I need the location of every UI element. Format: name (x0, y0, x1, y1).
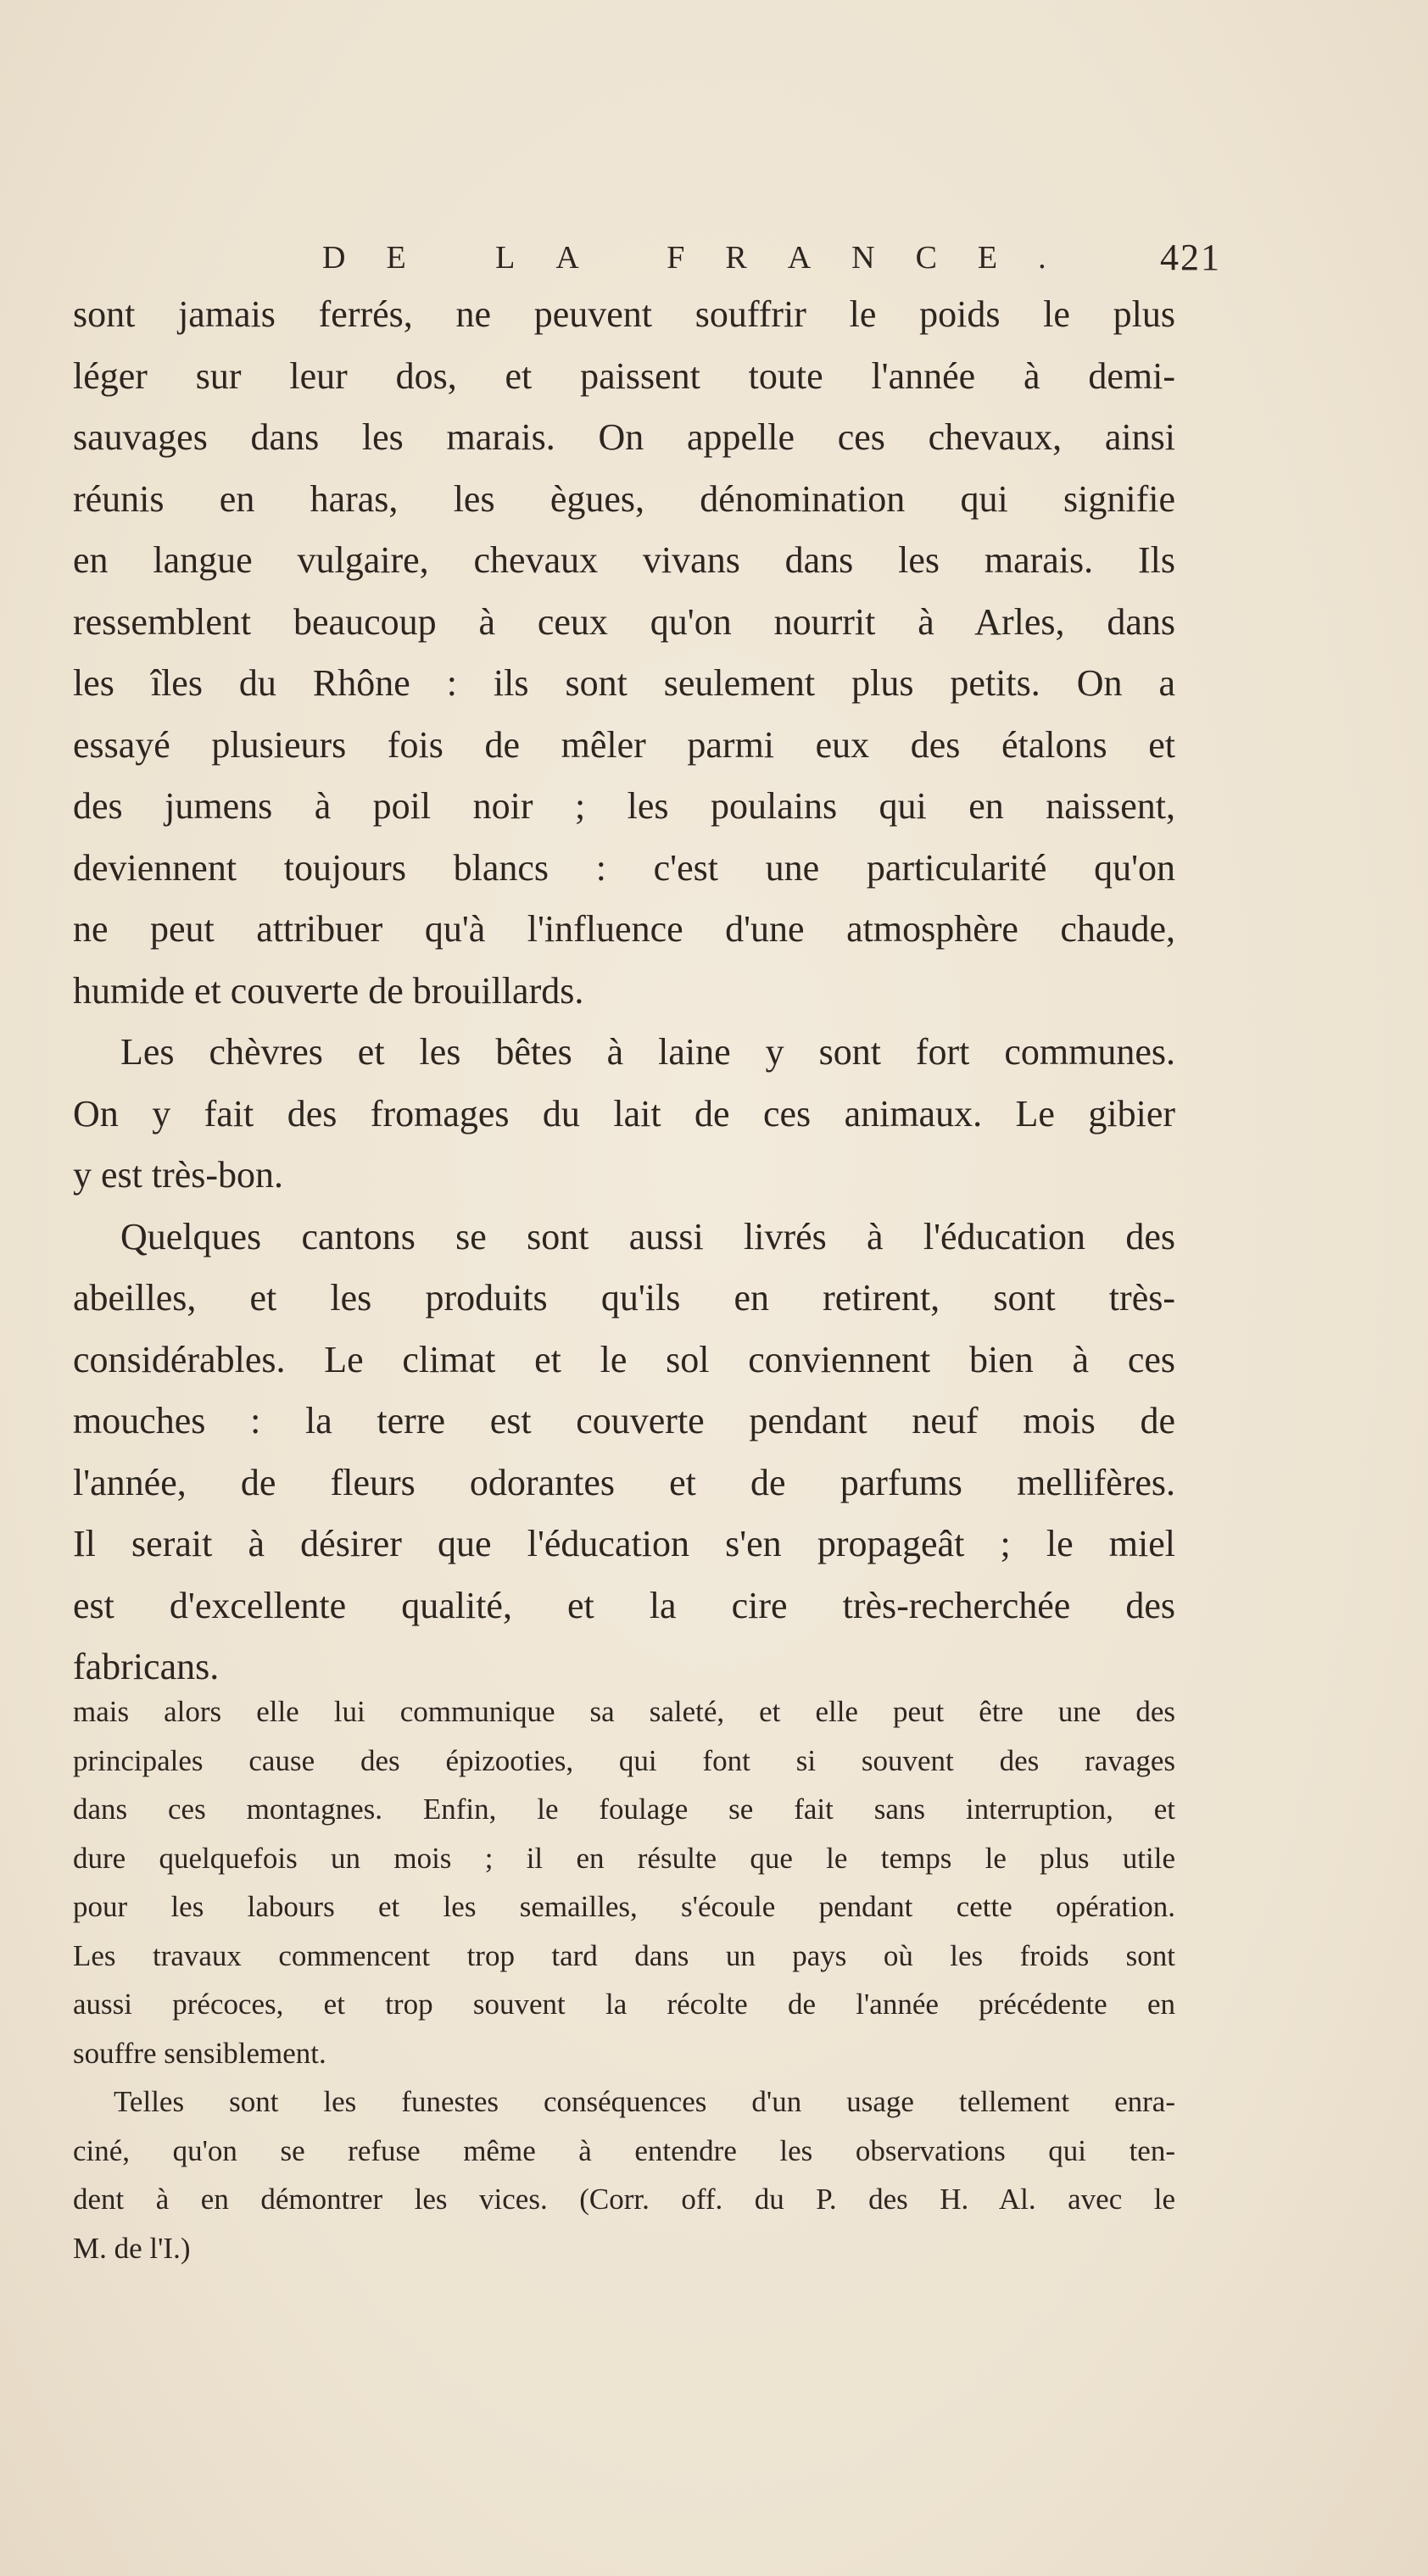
note-line: dure quelquefois un mois ; il en résulte que le temps le plus utile (73, 1841, 1175, 1875)
text-line: abeilles, et les produits qu'ils en retirent, sont très- (73, 1277, 1175, 1319)
text-line: mouches : la terre est couverte pendant neuf mois de (73, 1400, 1175, 1441)
note-line: pour les labours et les semailles, s'écoule pendant cette opération. (73, 1890, 1175, 1923)
text-line: sauvages dans les marais. On appelle ces chevaux, ainsi (73, 416, 1175, 458)
note-line: souffre sensiblement. (73, 2036, 326, 2070)
text-line: est d'excellente qualité, et la cire très-recherchée des (73, 1584, 1175, 1626)
text-line: réunis en haras, les ègues, dénomination qui signifie (73, 477, 1175, 520)
page-header (322, 239, 1221, 282)
running-title: DE LA FRANCE. (322, 240, 1087, 276)
text-line: sont jamais ferrés, ne peuvent souffrir le poids le plus (73, 293, 1175, 335)
text-line: Il serait à désirer que l'éducation s'en propageât ; le miel (73, 1523, 1175, 1564)
text-line: fabricans. (73, 1646, 220, 1687)
note-line: dans ces montagnes. Enfin, le foulage se fait sans interruption, et (73, 1793, 1175, 1826)
text-line: deviennent toujours blancs : c'est une particularité qu'on (73, 846, 1175, 889)
text-line: y est très-bon. (73, 1154, 284, 1196)
text-line: l'année, de fleurs odorantes et de parfums mellifères. (73, 1461, 1175, 1503)
text-line: ne peut attribuer qu'à l'influence d'une atmosphère chaude, (73, 908, 1175, 950)
text-line: les îles du Rhône : ils sont seulement plus petits. On a (73, 662, 1175, 704)
text-line: On y fait des fromages du lait de ces animaux. Le gibier (73, 1092, 1175, 1135)
main-text (73, 284, 1175, 1698)
note-line: Telles sont les funestes conséquences d'un usage tellement enra- (114, 2085, 1175, 2118)
text-line: léger sur leur dos, et paissent toute l'année à demi- (73, 354, 1175, 397)
note-line: aussi précoces, et trop souvent la récolte de l'année précédente en (73, 1988, 1175, 2021)
note-line: Les travaux commencent trop tard dans un pays où les froids sont (73, 1938, 1175, 1972)
text-line: Les chèvres et les bêtes à laine y sont fort communes. (120, 1031, 1175, 1073)
note-line: mais alors elle lui communique sa saleté, et elle peut être une des (73, 1695, 1175, 1728)
text-line: humide et couverte de brouillards. (73, 969, 584, 1012)
page-number: 421 (1160, 237, 1221, 278)
note-line: M. de l'I.) (73, 2231, 191, 2265)
text-line: essayé plusieurs fois de mêler parmi eux des étalons et (73, 723, 1175, 766)
note-line: dent à en démontrer les vices. (Corr. off. du P. des H. Al. avec le (73, 2183, 1175, 2216)
text-line: Quelques cantons se sont aussi livrés à l'éducation des (120, 1215, 1175, 1257)
note-line: principales cause des épizooties, qui font si souvent des ravages (73, 1743, 1175, 1777)
footnote-text (73, 1687, 1175, 2272)
text-line: des jumens à poil noir ; les poulains qui en naissent, (73, 785, 1175, 827)
text-line: ressemblent beaucoup à ceux qu'on nourrit à Arles, dans (73, 600, 1175, 643)
text-line: en langue vulgaire, chevaux vivans dans les marais. Ils (73, 539, 1175, 581)
note-line: ciné, qu'on se refuse même à entendre les observations qui ten- (73, 2133, 1175, 2167)
text-line: considérables. Le climat et le sol conviennent bien à ces (73, 1338, 1175, 1380)
